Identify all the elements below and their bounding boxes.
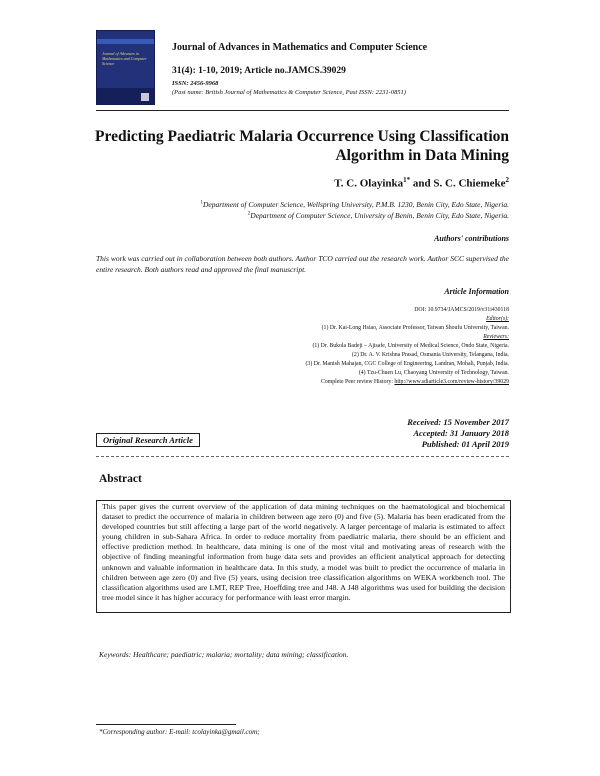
- title-line-1: Predicting Paediatric Malaria Occurrence Using Classification: [95, 128, 509, 145]
- received-date: Received: 15 November 2017: [407, 417, 509, 427]
- section-divider: [96, 456, 509, 457]
- peer-review-history: [321, 378, 509, 387]
- volume-info: 31(4): 1-10, 2019; Article no.JAMCS.39029: [172, 66, 346, 76]
- corresponding-author-footnote: *Corresponding author: E-mail: tcolayinka@gmail.com;: [99, 728, 260, 736]
- editor-label: Editor(s):: [486, 316, 509, 322]
- abstract-heading: Abstract: [99, 473, 142, 485]
- past-name: (Past name: British Journal of Mathematics & Computer Science, Past ISSN: 2231-0851): [172, 89, 406, 96]
- affiliation-2-text: Department of Computer Science, University of Benin, Benin City, Edo State, Nigeria.: [250, 211, 509, 220]
- abstract-box: [96, 500, 511, 613]
- journal-cover-thumbnail: [96, 30, 155, 105]
- title-line-2: Algorithm in Data Mining: [335, 147, 509, 164]
- accepted-date: Accepted: 31 January 2018: [413, 428, 509, 438]
- contributions-heading: Authors' contributions: [434, 234, 509, 243]
- reviewer-2: (2) Dr. A. V. Krishna Prasad, Osmania University, Telangana, India.: [352, 352, 509, 358]
- reviewer-1: (1) Dr. Bukola Badeji – Ajisafe, University of Medical Science, Ondo State, Nigeria.: [312, 343, 509, 349]
- keywords: Keywords: Healthcare; paediatric; malaria; mortality; data mining; classification.: [99, 650, 349, 659]
- author-line: [334, 176, 509, 190]
- paper-title: [89, 127, 509, 165]
- cover-title: Journal of Advances in Mathematics and Computer Science: [102, 51, 147, 66]
- affiliation-1-text: Department of Computer Science, Wellspring University, P.M.B. 1230, Benin City, Edo State, Nigeria.: [202, 200, 509, 209]
- affiliation-2-marker: 2: [247, 211, 251, 217]
- affiliation-2: [248, 211, 509, 220]
- issn: ISSN: 2456-9968: [172, 80, 219, 87]
- article-type-box: Original Research Article: [96, 433, 200, 447]
- published-date: Published: 01 April 2019: [421, 439, 509, 449]
- cover-band: [97, 39, 154, 44]
- author-2-marker: 2: [505, 176, 509, 184]
- affiliation-1-marker: 1: [200, 200, 203, 206]
- author-connector: and: [410, 177, 434, 190]
- reviewers-label: Reviewers:: [483, 334, 509, 340]
- affiliation-1: [200, 200, 509, 209]
- article-info-heading: Article Information: [444, 287, 509, 296]
- contributions-text: This work was carried out in collaboration between both authors. Author TCO carried out the research work. Author SCC supervised the entire research. Both authors read and approved the final manuscript.: [96, 254, 509, 274]
- editor: (1) Dr. Kai-Long Hsiao, Associate Professor, Taiwan Shoufu University, Taiwan.: [321, 325, 509, 331]
- doi: DOI: 10.9734/JAMCS/2019/v31i430118: [414, 307, 509, 313]
- reviewer-3: (3) Dr. Manish Mahajan, CGC College of Engineering, Landran, Mohali, Punjab, India.: [305, 361, 509, 367]
- history-link[interactable]: http://www.sdiarticle3.com/review-history/39029: [394, 379, 509, 385]
- abstract-text: This paper gives the current overview of the application of data mining techniques on the haematological and biochemical dataset to predict the occurrence of malaria in children between age zero (0) and five (5). Malaria has been eradicated from the developed countries but still affecting a large part of the world negatively. A larger percentage of malaria is estimated to affect young children in sub-Sahara Africa. In order to reduce mortality from paediatric malaria, there should be an efficient and effective prediction method. In healthcare, data mining is one of the most vital and motivating areas of research with the objective of finding meaningful information from huge data sets and provides an efficient analytical approach for detecting unknown and valuable information in healthcare data. In this study, a model was built to predict the occurrence of malaria in children between age zero (0) and five (5) years, using decision tree classification algorithms on WEKA workbench tool. The classification algorithms used are LMT, REP Tree, Hoeffding tree and J48. A J48 algorithms was used for building the decision tree model since it has higher accuracy for performance with least error margin.: [102, 502, 505, 602]
- history-prefix: Complete Peer review History:: [321, 379, 395, 385]
- cover-issue-badge: [141, 93, 149, 101]
- header-divider: [96, 110, 509, 111]
- journal-name: Journal of Advances in Mathematics and Computer Science: [172, 42, 428, 53]
- reviewer-4: (4) Tzu-Chuen Lu, Chaoyang University of Technology, Taiwan.: [358, 370, 509, 376]
- author-1: T. C. Olayinka: [334, 177, 404, 190]
- author-1-marker: 1*: [403, 176, 411, 184]
- author-2: S. C. Chiemeke: [433, 177, 506, 190]
- footnote-rule: [96, 724, 236, 725]
